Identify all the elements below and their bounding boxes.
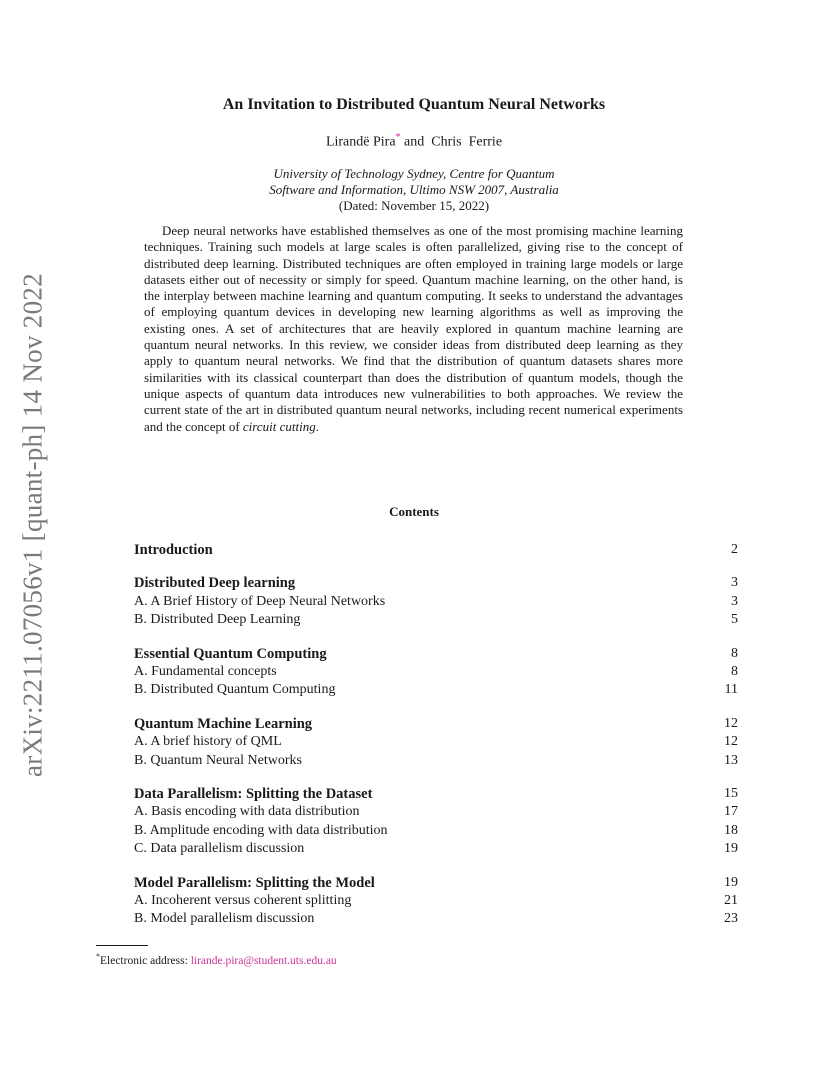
toc-page-number: 19 xyxy=(724,874,738,890)
toc-subsection[interactable]: A. A brief history of QML xyxy=(134,734,282,750)
toc-page-number: 5 xyxy=(731,612,738,628)
abstract-end: . xyxy=(315,418,319,434)
toc-page-number: 3 xyxy=(731,575,738,591)
arxiv-identifier: arXiv:2211.07056v1 [quant-ph] 14 Nov 2022 xyxy=(17,273,48,777)
footnote-rule xyxy=(96,945,148,946)
toc-page-number: 3 xyxy=(731,593,738,609)
toc-subsection[interactable]: B. Amplitude encoding with data distribution xyxy=(134,822,388,838)
toc-section-title: Introduction xyxy=(134,542,213,558)
toc-page-number: 15 xyxy=(724,786,738,801)
toc-page-number: 17 xyxy=(724,804,738,820)
footnote xyxy=(96,952,337,967)
toc-section-title: Data Parallelism: Splitting the Dataset xyxy=(134,786,373,802)
dated-line: (Dated: November 15, 2022) xyxy=(338,198,490,213)
toc-section-title: Distributed Deep learning xyxy=(134,575,296,592)
toc-subsection[interactable]: C. Data parallelism discussion xyxy=(134,841,305,857)
author-first: Lirandë Pira xyxy=(325,134,396,150)
toc-page-number: 12 xyxy=(724,715,738,731)
paper-title: An Invitation to Distributed Quantum Neural Networks xyxy=(222,96,606,113)
toc-page-number: 23 xyxy=(724,911,738,927)
author-rest: and Chris Ferrie xyxy=(400,134,503,150)
toc-section-title: Quantum Machine Learning xyxy=(134,715,313,732)
toc-page-number: 2 xyxy=(731,542,738,557)
abstract xyxy=(144,223,683,435)
toc-page-number: 8 xyxy=(731,645,738,661)
toc-subsection[interactable]: B. Distributed Quantum Computing xyxy=(134,682,336,698)
toc-page-number: 13 xyxy=(724,752,738,768)
email-link[interactable]: lirande.pira@student.uts.edu.au xyxy=(190,954,337,967)
toc-subsection[interactable]: A. Fundamental concepts xyxy=(134,664,277,679)
author-list xyxy=(0,132,828,151)
arxiv-sidebar-stamp xyxy=(8,270,58,780)
abstract-body: Deep neural networks have established themselves as one of the most promising machine learning techniques. Training such models at large scales is often parallelized, giving rise to the concept of distributed deep learning. Distributed techniques are often employed in training large models or large datasets either out of necessity or simply for speed. Quantum machine learning, on the other hand, is the interplay between machine learning and quantum computing. It seeks to understand the advantages of employing quantum devices in developing new learning algorithms as well as improving the existing ones. A set of architectures that are heavily explored in quantum machine learning are quantum neural networks. In this review, we consider ideas from distributed deep learning as they apply to quantum neural networks. We find that the distribution of quantum datasets shares more similarities with its classical counterpart than does the distribution of quantum models, though the unique aspects of quantum data introduces new vulnerabilities to both approaches. We review the current state of the art in distributed quantum neural networks, including recent numerical experiments and the concept of xyxy=(144,223,683,434)
toc-page-number: 21 xyxy=(724,893,738,908)
toc-page-number: 11 xyxy=(724,682,738,698)
footnote-marker-link[interactable]: * xyxy=(395,132,401,143)
toc-subsection[interactable]: B. Model parallelism discussion xyxy=(134,911,315,927)
footnote-marker: * xyxy=(96,952,100,961)
affiliation-line-2: Software and Information, Ultimo NSW 2007, Australia xyxy=(269,182,559,197)
toc-page-number: 19 xyxy=(724,841,738,857)
footnote-label: Electronic address: xyxy=(100,954,191,967)
toc-section-title: Model Parallelism: Splitting the Model xyxy=(134,874,375,891)
toc-subsection[interactable]: B. Quantum Neural Networks xyxy=(134,752,302,768)
affiliation-line-1: University of Technology Sydney, Centre for Quantum xyxy=(273,166,555,181)
toc-subsection[interactable]: A. Incoherent versus coherent splitting xyxy=(134,893,352,908)
toc-subsection[interactable]: B. Distributed Deep Learning xyxy=(134,612,301,628)
toc-subsection[interactable]: A. A Brief History of Deep Neural Networks xyxy=(134,593,386,609)
contents-heading: Contents xyxy=(389,504,439,519)
toc-subsection[interactable]: A. Basis encoding with data distribution xyxy=(134,804,360,820)
toc-page-number: 8 xyxy=(731,664,738,679)
toc-page-number: 18 xyxy=(724,822,738,838)
toc-section-title: Essential Quantum Computing xyxy=(134,645,327,662)
toc-page-number: 12 xyxy=(724,734,738,750)
abstract-emphasis: circuit cutting xyxy=(242,418,316,434)
